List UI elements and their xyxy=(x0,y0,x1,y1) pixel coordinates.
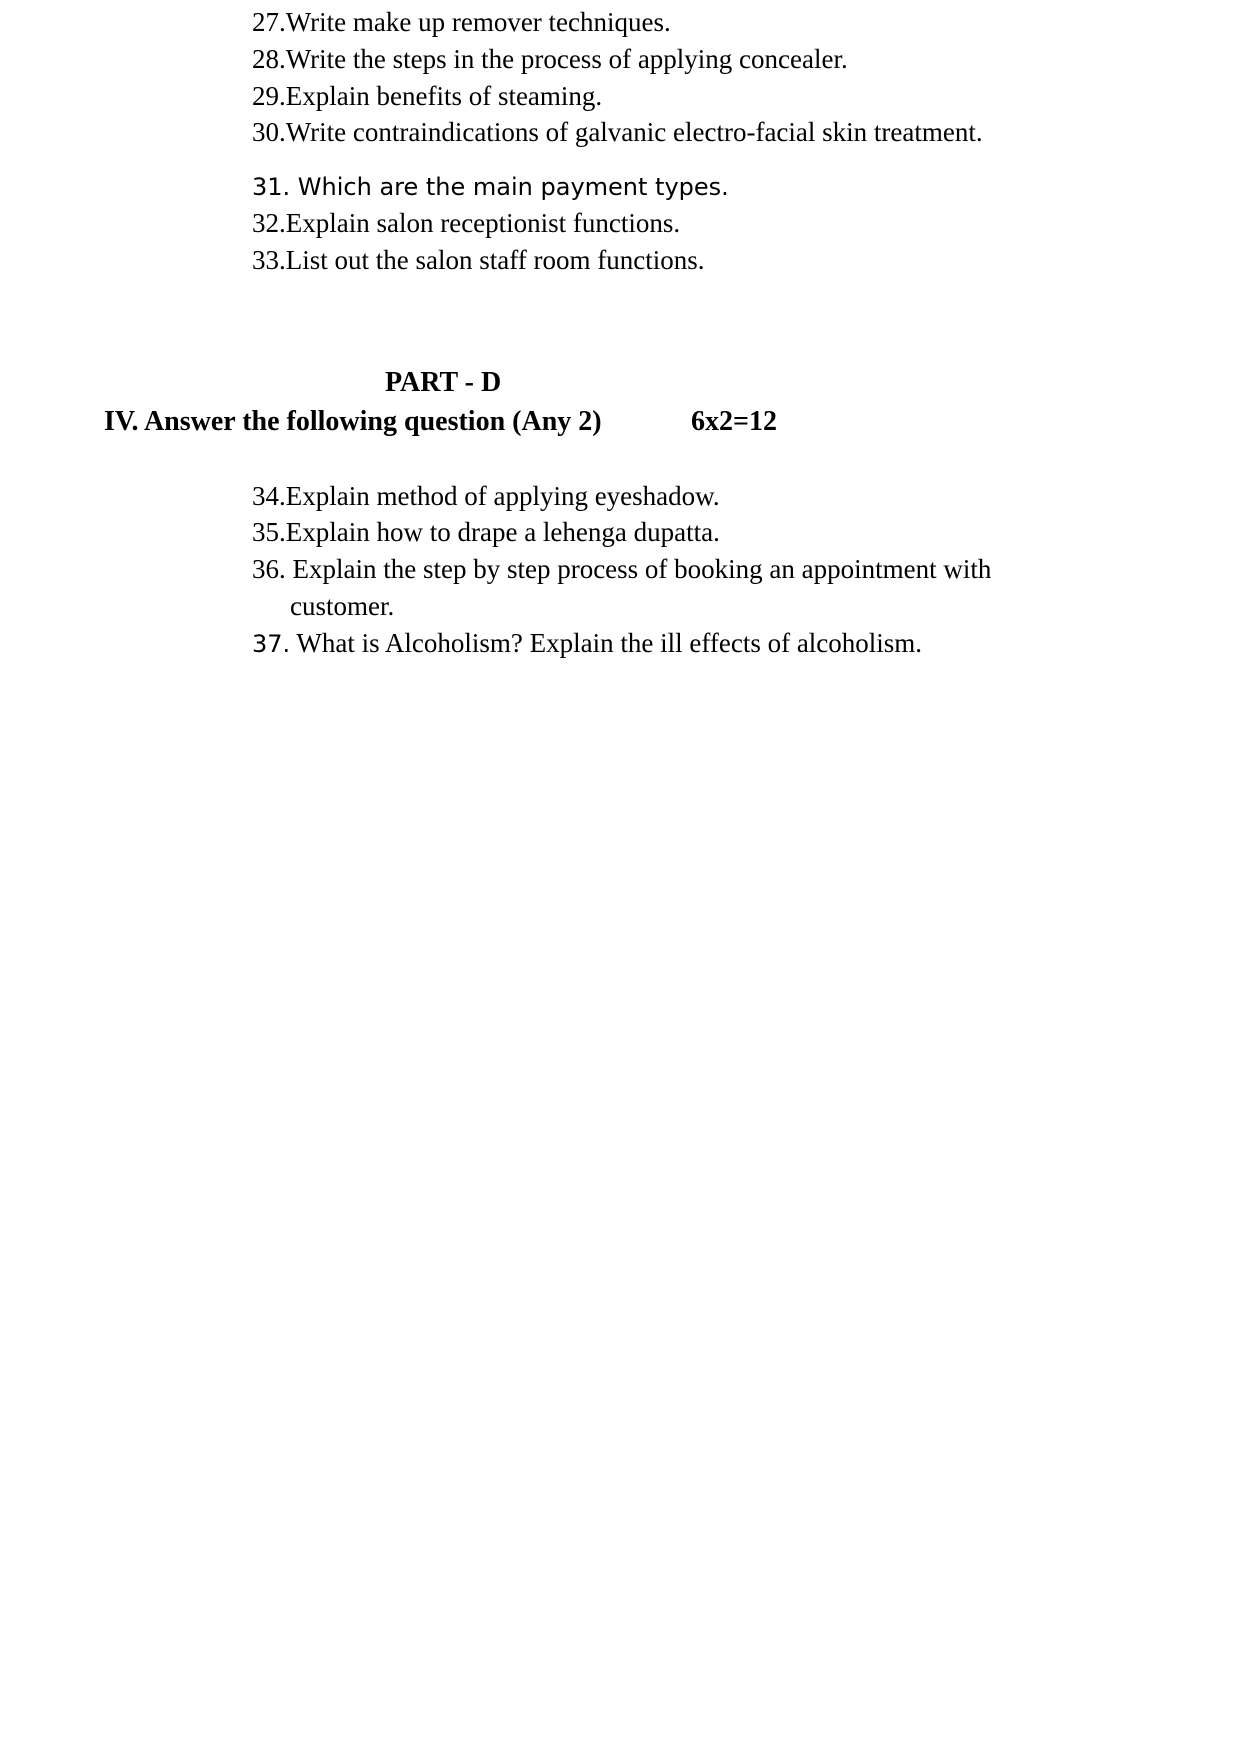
question-text: Write the steps in the process of applying concealer. xyxy=(285,44,848,74)
question-35 xyxy=(252,515,720,549)
part-d-title: PART - D xyxy=(385,367,502,398)
question-text: Explain salon receptionist functions. xyxy=(285,208,681,238)
question-number: 36. xyxy=(252,554,286,584)
question-number: 35. xyxy=(252,517,286,547)
question-number: 29. xyxy=(252,81,286,111)
question-34 xyxy=(252,479,720,513)
question-number: 31. xyxy=(252,173,291,201)
question-36-continuation: customer. xyxy=(290,591,395,621)
question-31 xyxy=(252,169,729,204)
question-number: 37. xyxy=(252,630,291,658)
question-text: Which are the main payment types. xyxy=(290,173,729,201)
question-number: 34. xyxy=(252,481,286,511)
question-text: Explain method of applying eyeshadow. xyxy=(285,481,720,511)
question-30 xyxy=(252,115,983,149)
question-text: What is Alcoholism? Explain the ill effects of alcoholism. xyxy=(290,628,923,658)
question-27 xyxy=(252,5,671,39)
question-32 xyxy=(252,206,680,240)
question-text: Write contraindications of galvanic electro-facial skin treatment. xyxy=(285,117,983,147)
question-36 xyxy=(252,552,991,586)
question-number: 30. xyxy=(252,117,286,147)
question-text: Explain the step by step process of booking an appointment with xyxy=(285,554,992,584)
marks-allocation: 6x2=12 xyxy=(691,406,777,437)
question-text: Explain how to drape a lehenga dupatta. xyxy=(285,517,720,547)
question-text: Write make up remover techniques. xyxy=(285,7,671,37)
question-number: 33. xyxy=(252,245,286,275)
question-text: List out the salon staff room functions. xyxy=(285,245,705,275)
question-29 xyxy=(252,79,602,113)
question-text: Explain benefits of steaming. xyxy=(285,81,603,111)
question-number: 27. xyxy=(252,7,286,37)
question-number: 32. xyxy=(252,208,286,238)
question-37 xyxy=(252,626,922,661)
question-28 xyxy=(252,42,848,76)
question-33 xyxy=(252,243,704,277)
section-heading: IV. Answer the following question (Any 2) xyxy=(104,406,602,437)
question-number: 28. xyxy=(252,44,286,74)
